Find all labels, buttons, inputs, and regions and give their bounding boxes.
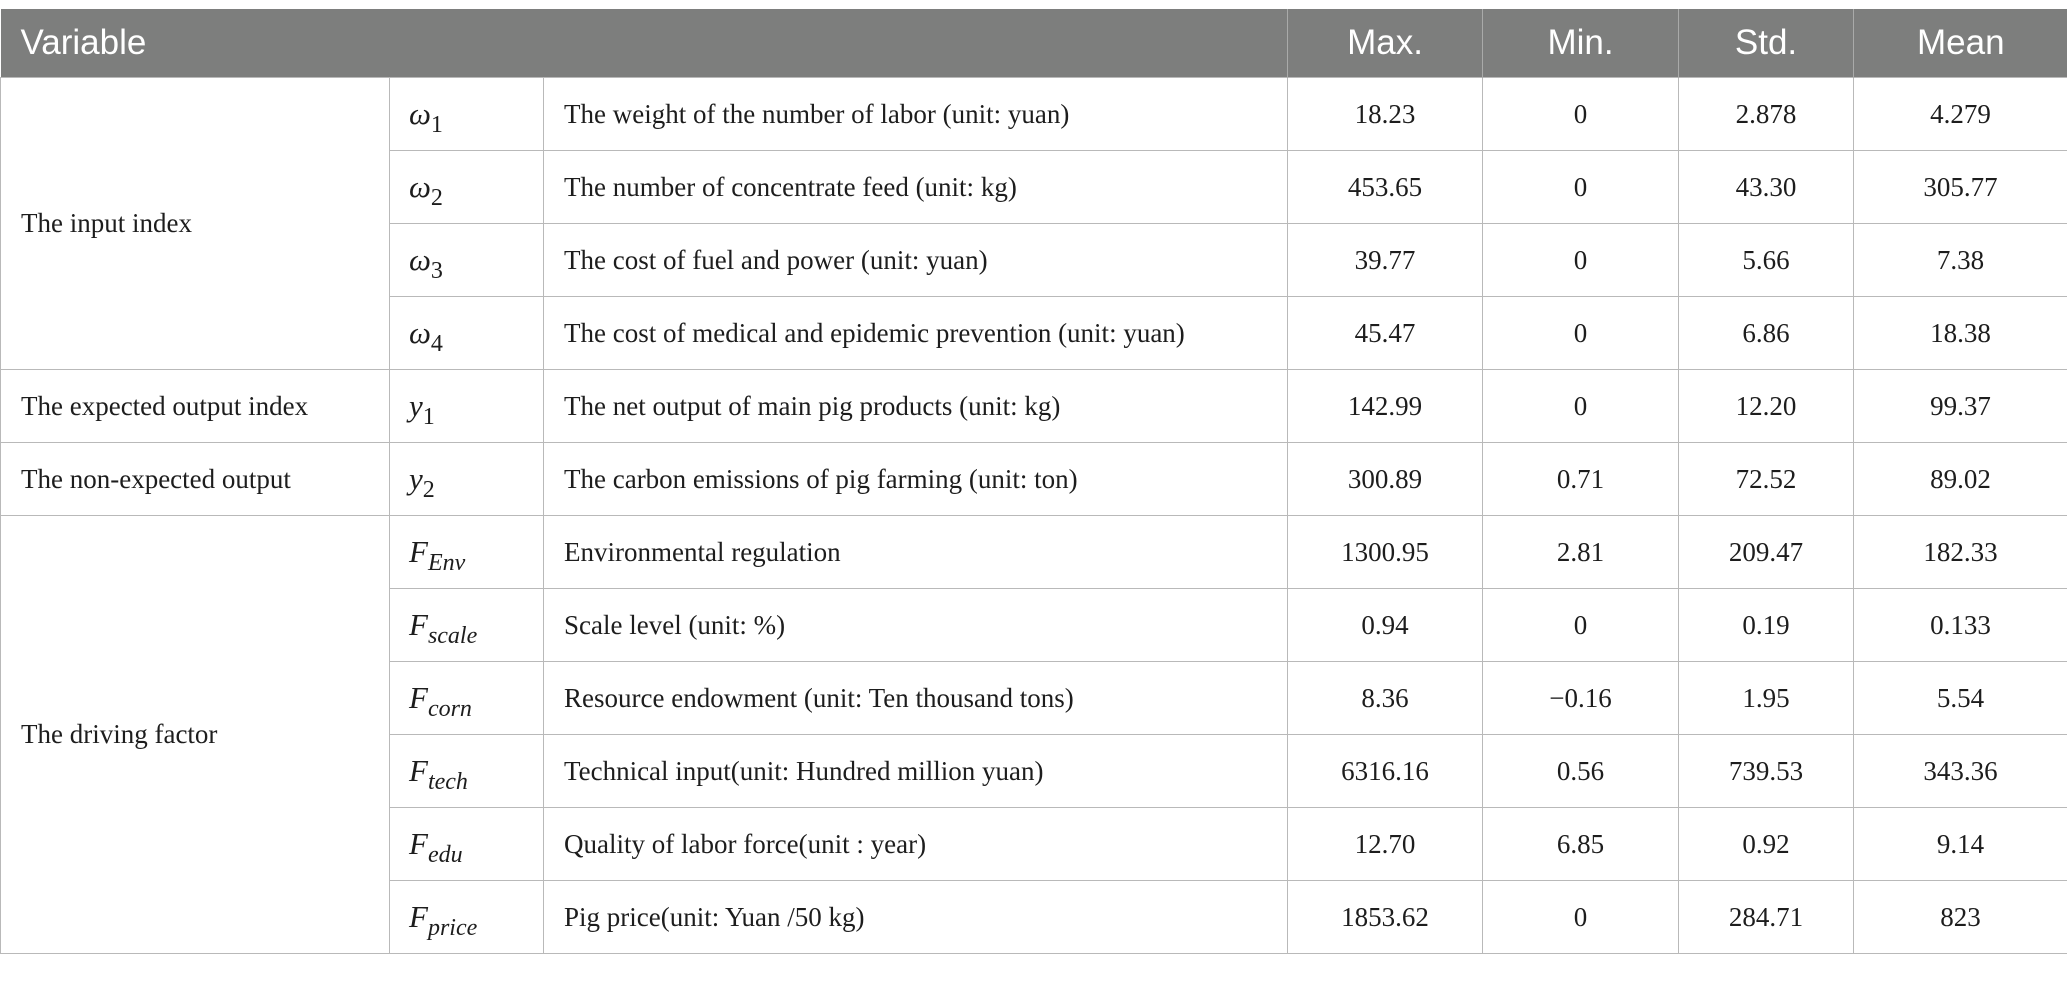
- min-cell: 0: [1483, 78, 1679, 151]
- mean-cell: 18.38: [1854, 297, 2067, 370]
- header-mean: Mean: [1854, 9, 2067, 78]
- min-cell: 0.56: [1483, 735, 1679, 808]
- std-cell: 6.86: [1679, 297, 1854, 370]
- description-cell: The weight of the number of labor (unit: yuan): [544, 78, 1288, 151]
- std-cell: 739.53: [1679, 735, 1854, 808]
- table-header-row: [1, 9, 2067, 78]
- table-row: [1, 443, 2067, 516]
- description-cell: The cost of fuel and power (unit: yuan): [544, 224, 1288, 297]
- group-input-index: The input index: [1, 78, 390, 370]
- mean-cell: 305.77: [1854, 151, 2067, 224]
- table-row: [1, 78, 2067, 151]
- header-max: Max.: [1288, 9, 1483, 78]
- description-cell: Technical input(unit: Hundred million yuan): [544, 735, 1288, 808]
- description-cell: Scale level (unit: %): [544, 589, 1288, 662]
- description-cell: Quality of labor force(unit : year): [544, 808, 1288, 881]
- min-cell: −0.16: [1483, 662, 1679, 735]
- description-cell: The number of concentrate feed (unit: kg): [544, 151, 1288, 224]
- mean-cell: 4.279: [1854, 78, 2067, 151]
- symbol-cell: $F_{price}$: [390, 881, 544, 954]
- mean-cell: 343.36: [1854, 735, 2067, 808]
- header-min: Min.: [1483, 9, 1679, 78]
- max-cell: 8.36: [1288, 662, 1483, 735]
- symbol-cell: $F_{corn}$: [390, 662, 544, 735]
- group-driving-factor: The driving factor: [1, 516, 390, 954]
- symbol-cell: $y_2$: [390, 443, 544, 516]
- table-row: [1, 516, 2067, 589]
- symbol-cell: $\omega_2$: [390, 151, 544, 224]
- table-row: [1, 370, 2067, 443]
- header-std: Std.: [1679, 9, 1854, 78]
- min-cell: 6.85: [1483, 808, 1679, 881]
- max-cell: 1300.95: [1288, 516, 1483, 589]
- min-cell: 0: [1483, 151, 1679, 224]
- symbol-cell: $y_1$: [390, 370, 544, 443]
- description-cell: Pig price(unit: Yuan /50 kg): [544, 881, 1288, 954]
- max-cell: 39.77: [1288, 224, 1483, 297]
- max-cell: 45.47: [1288, 297, 1483, 370]
- mean-cell: 7.38: [1854, 224, 2067, 297]
- max-cell: 142.99: [1288, 370, 1483, 443]
- symbol-cell: $F_{scale}$: [390, 589, 544, 662]
- max-cell: 18.23: [1288, 78, 1483, 151]
- min-cell: 0.71: [1483, 443, 1679, 516]
- max-cell: 453.65: [1288, 151, 1483, 224]
- min-cell: 0: [1483, 224, 1679, 297]
- std-cell: 43.30: [1679, 151, 1854, 224]
- min-cell: 2.81: [1483, 516, 1679, 589]
- symbol-cell: $\omega_3$: [390, 224, 544, 297]
- description-cell: The carbon emissions of pig farming (unit: ton): [544, 443, 1288, 516]
- std-cell: 1.95: [1679, 662, 1854, 735]
- mean-cell: 823: [1854, 881, 2067, 954]
- std-cell: 5.66: [1679, 224, 1854, 297]
- max-cell: 1853.62: [1288, 881, 1483, 954]
- group-expected-output: The expected output index: [1, 370, 390, 443]
- min-cell: 0: [1483, 297, 1679, 370]
- statistics-table: [0, 9, 2067, 954]
- description-cell: The cost of medical and epidemic prevention (unit: yuan): [544, 297, 1288, 370]
- max-cell: 300.89: [1288, 443, 1483, 516]
- min-cell: 0: [1483, 589, 1679, 662]
- mean-cell: 5.54: [1854, 662, 2067, 735]
- std-cell: 12.20: [1679, 370, 1854, 443]
- mean-cell: 89.02: [1854, 443, 2067, 516]
- mean-cell: 9.14: [1854, 808, 2067, 881]
- symbol-cell: $F_{edu}$: [390, 808, 544, 881]
- std-cell: 0.92: [1679, 808, 1854, 881]
- std-cell: 209.47: [1679, 516, 1854, 589]
- description-cell: Resource endowment (unit: Ten thousand tons): [544, 662, 1288, 735]
- std-cell: 72.52: [1679, 443, 1854, 516]
- max-cell: 0.94: [1288, 589, 1483, 662]
- symbol-cell: $\omega_1$: [390, 78, 544, 151]
- mean-cell: 99.37: [1854, 370, 2067, 443]
- min-cell: 0: [1483, 881, 1679, 954]
- symbol-cell: $F_{tech}$: [390, 735, 544, 808]
- description-cell: Environmental regulation: [544, 516, 1288, 589]
- std-cell: 2.878: [1679, 78, 1854, 151]
- mean-cell: 0.133: [1854, 589, 2067, 662]
- std-cell: 0.19: [1679, 589, 1854, 662]
- std-cell: 284.71: [1679, 881, 1854, 954]
- mean-cell: 182.33: [1854, 516, 2067, 589]
- group-non-expected-output: The non-expected output: [1, 443, 390, 516]
- symbol-cell: $\omega_4$: [390, 297, 544, 370]
- symbol-cell: $F_{Env}$: [390, 516, 544, 589]
- description-cell: The net output of main pig products (unit: kg): [544, 370, 1288, 443]
- max-cell: 6316.16: [1288, 735, 1483, 808]
- header-variable: Variable: [1, 9, 1288, 78]
- min-cell: 0: [1483, 370, 1679, 443]
- max-cell: 12.70: [1288, 808, 1483, 881]
